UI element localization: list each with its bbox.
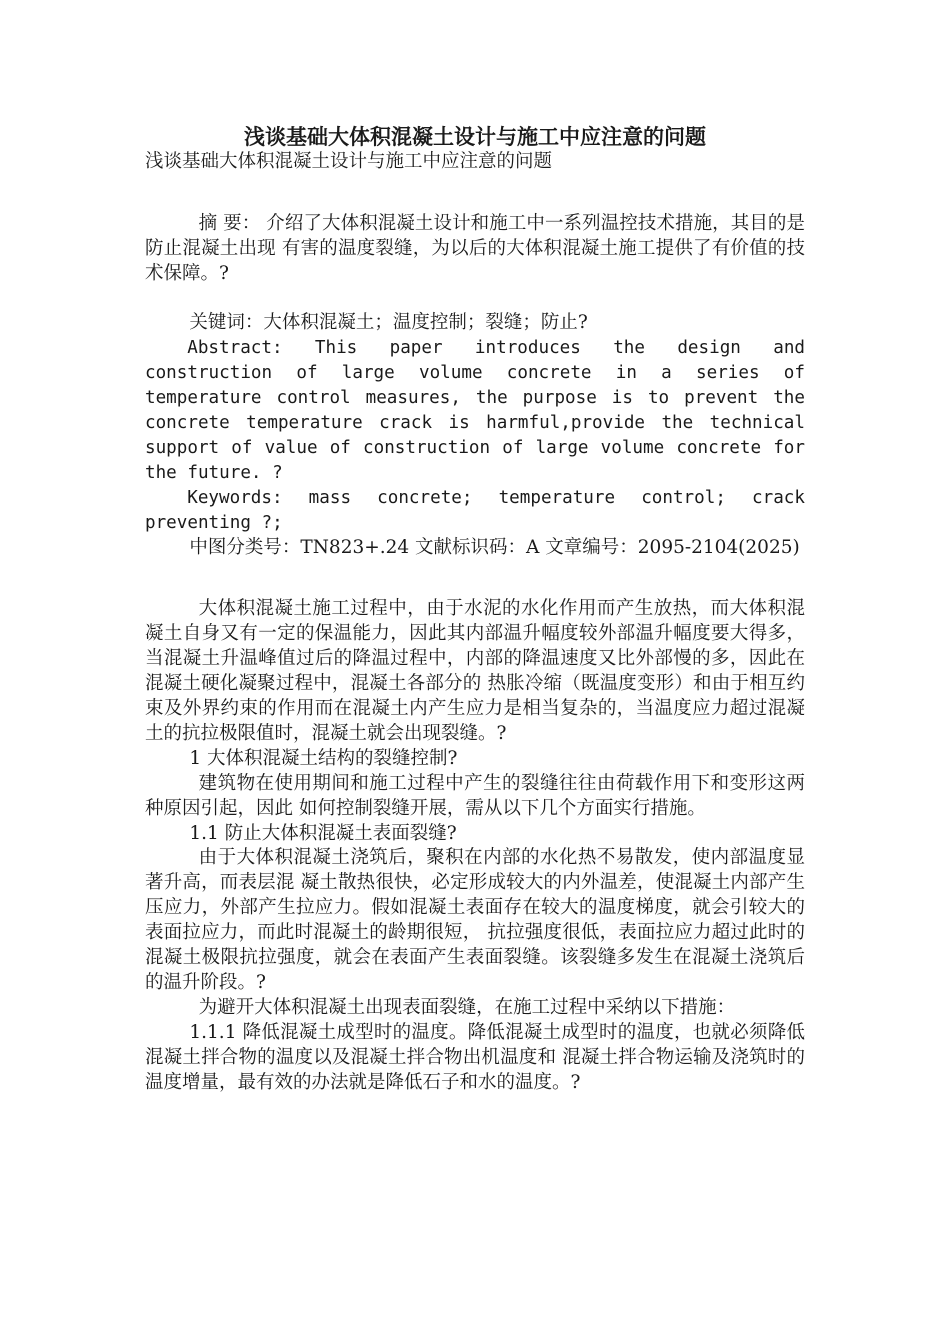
- paragraph-1-1-b: 为避开大体积混凝土出现表面裂缝，在施工过程中采纳以下措施：: [198, 996, 736, 1018]
- section-heading-1: 1 大体积混凝土结构的裂缝控制?: [189, 747, 458, 769]
- classification-line: 中图分类号：TN823+.24 文献标识码：A 文章编号：2095-2104(2025): [189, 536, 800, 558]
- abstract-cn: 摘 要： 介绍了大体积混凝土设计和施工中一系列温控技术措施，其目的是防止混凝土出现 有害的温度裂缝，为以后的大体积混凝土施工提供了有价值的技术保障。?: [145, 212, 805, 284]
- paragraph-1-1-1: 1.1.1 降低混凝土成型时的温度。降低混凝土成型时的温度，也就必须降低混凝土拌合物的温度以及混凝土拌合物出机温度和 混凝土拌合物运输及浇筑时的温度增量，最有效的办法就是降低石子和水的温度。?: [145, 1021, 805, 1093]
- paragraph-1: 建筑物在使用期间和施工过程中产生的裂缝往往由荷载作用下和变形这两种原因引起，因此 如何控制裂缝开展，需从以下几个方面实行措施。: [145, 772, 805, 819]
- spacer: [145, 287, 805, 312]
- section-heading-1-1: 1.1 防止大体积混凝土表面裂缝?: [189, 822, 457, 844]
- spacer: [145, 200, 805, 212]
- spacer: [145, 560, 805, 585]
- paragraph-intro: 大体积混凝土施工过程中，由于水泥的水化作用而产生放热，而大体积混凝土自身又有一定的保温能力，因此其内部温升幅度较外部温升幅度要大得多，当混凝土升温峰值过后的降温过程中，内部的降温速度又比外部慢的多，因此在混凝土硬化凝聚过程中，混凝土各部分的 热胀冷缩（既温度变形）和由于相互约束及外界约束的作用而在混凝土内产生应力是相当复杂的，当温度应力超过混凝土的抗拉极限值时，混凝土就会出现裂缝。?: [145, 598, 805, 744]
- keywords-en: Keywords: mass concrete; temperature control; crack preventing ?;: [145, 487, 805, 533]
- abstract-en: Abstract: This paper introduces the design and construction of large volume concrete in a series of temperature control measures, the purpose is to prevent the concrete temperature crack is harmful,provide the technical support of value of construction of large volume concrete for the future. ?: [145, 338, 805, 483]
- spacer: [145, 175, 805, 200]
- keywords-cn: 关键词：大体积混凝土；温度控制；裂缝；防止?: [189, 312, 588, 334]
- document-title: 浅谈基础大体积混凝土设计与施工中应注意的问题: [244, 125, 706, 149]
- document-subtitle: 浅谈基础大体积混凝土设计与施工中应注意的问题: [145, 151, 553, 172]
- paragraph-1-1: 由于大体积混凝土浇筑后，聚积在内部的水化热不易散发，使内部温度显著升高，而表层混 凝土散热很快，必定形成较大的内外温差，使混凝土内部产生压应力，外部产生拉应力。假如混凝土表面存在较大的温度梯度，就会引较大的表面拉应力，而此时混凝土的龄期很短， 抗拉强度很低，表面拉应力超过此时的混凝土极限抗拉强度，就会在表面产生表面裂缝。该裂缝多发生在混凝土浇筑后的温升阶段。?: [145, 847, 805, 993]
- document-body: [145, 150, 805, 1095]
- spacer: [145, 585, 805, 597]
